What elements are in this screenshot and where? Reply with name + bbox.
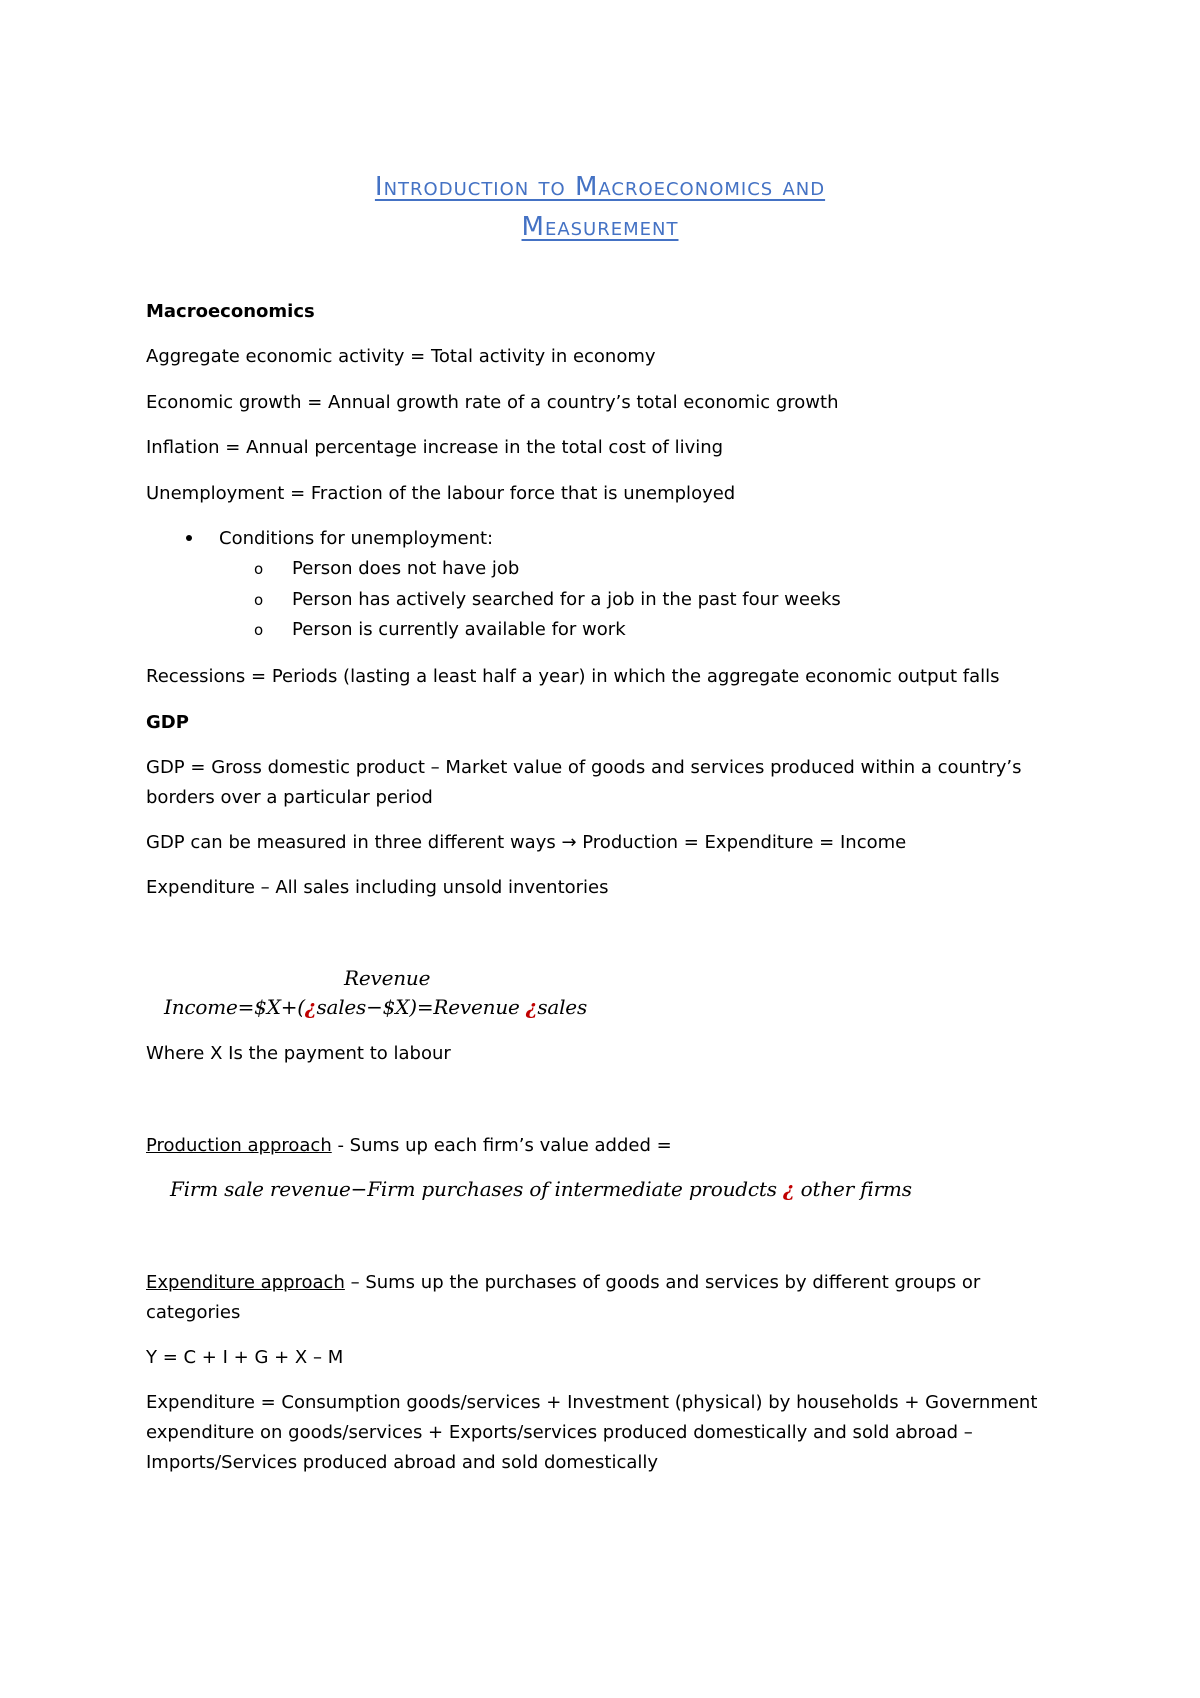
paragraph-aggregate: Aggregate economic activity = Total activity in economy	[146, 346, 656, 367]
bullet-dot-icon	[186, 535, 192, 541]
equation-income-part-c: sales	[537, 995, 588, 1019]
paragraph-expenditure-approach-1	[146, 1272, 980, 1294]
paragraph-expenditure-def-2: expenditure on goods/services + Exports/services produced domestically and sold abroad –	[146, 1422, 973, 1443]
paragraph-growth: Economic growth = Annual growth rate of a country’s total economic growth	[146, 392, 839, 413]
paragraph-expenditure: Expenditure – All sales including unsold inventories	[146, 877, 609, 898]
equation-revenue: Revenue	[344, 966, 431, 990]
equation-income	[164, 995, 587, 1019]
paragraph-gdp-definition-1: GDP = Gross domestic product – Market value of goods and services produced within a country’s	[146, 757, 1022, 778]
paragraph-gdp-definition-2: borders over a particular period	[146, 787, 433, 808]
equation-income-part-a: Income=$X+(	[164, 995, 305, 1019]
production-approach-text: - Sums up each firm’s value added =	[331, 1135, 672, 1156]
heading-gdp: GDP	[146, 712, 189, 733]
equation-value-added-part-b: other firms	[794, 1177, 912, 1201]
bullet-conditions: Conditions for unemployment:	[219, 528, 494, 549]
paragraph-where: Where X Is the payment to labour	[146, 1043, 451, 1064]
missing-symbol-glyph: ¿	[304, 995, 317, 1019]
sub-bullet-icon: o	[254, 621, 264, 639]
paragraph-recessions: Recessions = Periods (lasting a least half a year) in which the aggregate economic output falls	[146, 666, 1000, 687]
paragraph-expenditure-def-1: Expenditure = Consumption goods/services + Investment (physical) by households + Government	[146, 1392, 1038, 1413]
production-approach-label: Production approach	[146, 1135, 332, 1156]
sub-bullet-icon: o	[254, 560, 264, 578]
paragraph-inflation: Inflation = Annual percentage increase in the total cost of living	[146, 437, 724, 458]
sub-bullet-2: Person has actively searched for a job in the past four weeks	[292, 589, 841, 610]
sub-bullet-1: Person does not have job	[292, 558, 520, 579]
paragraph-unemployment: Unemployment = Fraction of the labour force that is unemployed	[146, 483, 736, 504]
sub-bullet-3: Person is currently available for work	[292, 619, 626, 640]
document-title-line-2: Measurement	[521, 212, 679, 242]
equation-value-added-part-a: Firm sale revenue−Firm purchases of intermediate proudcts	[170, 1177, 783, 1201]
missing-symbol-glyph: ¿	[525, 995, 538, 1019]
equation-income-part-b: sales−$X)=Revenue	[316, 995, 526, 1019]
equation-gdp-identity: Y = C + I + G + X – M	[146, 1347, 344, 1368]
expenditure-approach-text: – Sums up the purchases of goods and services by different groups or	[344, 1272, 981, 1293]
expenditure-approach-label: Expenditure approach	[146, 1272, 345, 1293]
heading-macroeconomics: Macroeconomics	[146, 301, 315, 322]
paragraph-gdp-ways: GDP can be measured in three different ways → Production = Expenditure = Income	[146, 832, 907, 853]
paragraph-expenditure-approach-2: categories	[146, 1302, 241, 1323]
document-title-line-1: Introduction to Macroeconomics and	[374, 172, 826, 202]
paragraph-production-approach	[146, 1135, 672, 1157]
paragraph-expenditure-def-3: Imports/Services produced abroad and sold domestically	[146, 1452, 659, 1473]
missing-symbol-glyph: ¿	[782, 1177, 795, 1201]
equation-value-added	[170, 1177, 912, 1201]
sub-bullet-icon: o	[254, 591, 264, 609]
